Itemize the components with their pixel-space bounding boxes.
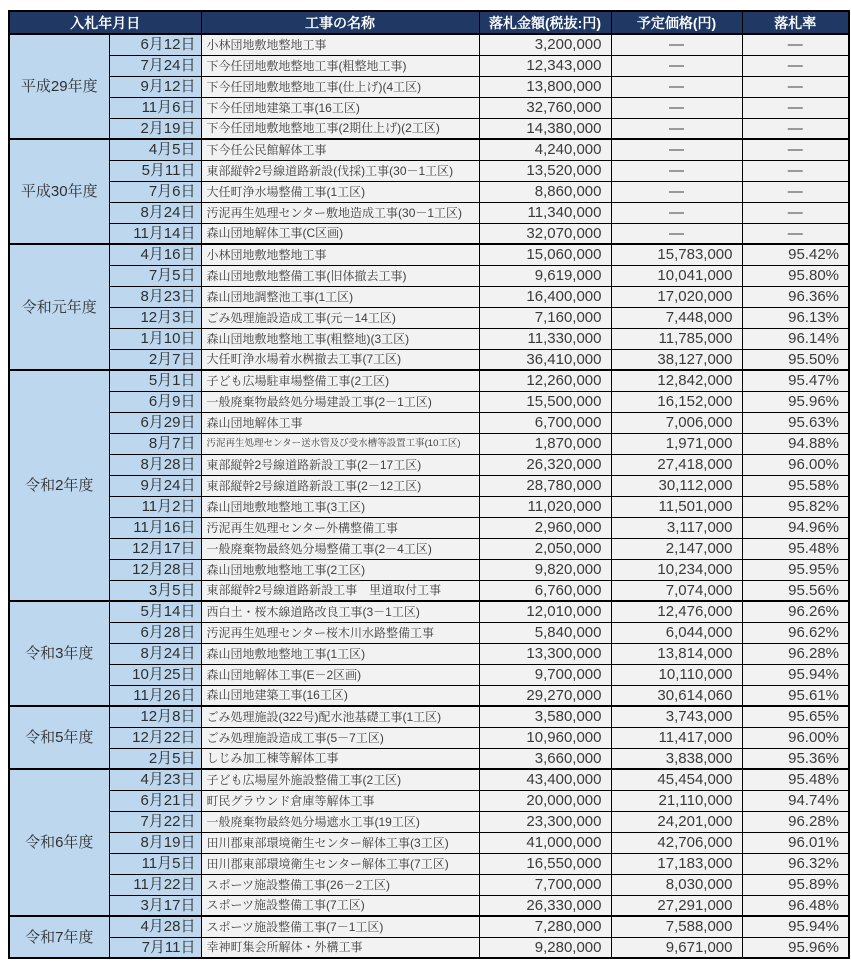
bid-amount-cell: 12,010,000 (479, 601, 611, 622)
planned-price-cell: 6,044,000 (611, 622, 742, 643)
bid-date-cell: 5月14日 (109, 601, 201, 622)
table-row (9, 622, 849, 643)
project-name-cell: 汚泥再生処理センター桜木川水路整備工事 (201, 622, 479, 643)
bid-date-cell: 12月28日 (109, 559, 201, 580)
table-row (9, 580, 849, 601)
planned-price-cell: 11,501,000 (611, 496, 742, 517)
bid-amount-cell: 32,760,000 (479, 97, 611, 118)
planned-price-cell: 30,112,000 (611, 475, 742, 496)
award-rate-cell: 95.50% (742, 349, 849, 370)
project-name-cell: 森山団地調整池工事(1工区) (201, 286, 479, 307)
bid-date-cell: 3月17日 (109, 895, 201, 916)
table-row (9, 706, 849, 727)
award-rate-cell: 95.65% (742, 706, 849, 727)
planned-price-cell: 13,814,000 (611, 643, 742, 664)
table-row (9, 895, 849, 916)
bid-date-cell: 7月11日 (109, 937, 201, 958)
bid-amount-cell: 2,960,000 (479, 517, 611, 538)
planned-price-cell: 10,041,000 (611, 265, 742, 286)
planned-price-cell: 10,234,000 (611, 559, 742, 580)
fiscal-year-cell: 令和6年度 (9, 769, 109, 916)
bid-amount-cell: 7,160,000 (479, 307, 611, 328)
table-row (9, 160, 849, 181)
planned-price-cell: 21,110,000 (611, 790, 742, 811)
planned-price-cell: — (611, 76, 742, 97)
planned-price-cell: 9,671,000 (611, 937, 742, 958)
planned-price-cell: 27,418,000 (611, 454, 742, 475)
bid-date-cell: 8月23日 (109, 286, 201, 307)
project-name-cell: 森山団地敷地整地工事(1工区) (201, 643, 479, 664)
table-row (9, 727, 849, 748)
award-rate-cell: 96.62% (742, 622, 849, 643)
bid-amount-cell: 8,860,000 (479, 181, 611, 202)
award-rate-cell: 95.61% (742, 685, 849, 706)
award-rate-cell: 95.58% (742, 475, 849, 496)
table-row (9, 475, 849, 496)
bid-date-cell: 4月16日 (109, 244, 201, 265)
award-rate-cell: 96.01% (742, 832, 849, 853)
award-rate-cell: 96.28% (742, 811, 849, 832)
table-row (9, 34, 849, 55)
bid-date-cell: 7月5日 (109, 265, 201, 286)
award-rate-cell: 96.26% (742, 601, 849, 622)
bid-amount-cell: 13,800,000 (479, 76, 611, 97)
award-rate-cell: 96.00% (742, 454, 849, 475)
table-row (9, 790, 849, 811)
bid-amount-cell: 36,410,000 (479, 349, 611, 370)
bid-amount-cell: 29,270,000 (479, 685, 611, 706)
table-row (9, 97, 849, 118)
table-row (9, 286, 849, 307)
planned-price-cell: 12,842,000 (611, 370, 742, 391)
project-name-cell: 幸神町集会所解体・外構工事 (201, 937, 479, 958)
award-rate-cell: 96.00% (742, 727, 849, 748)
table-row (9, 643, 849, 664)
bid-date-cell: 8月24日 (109, 202, 201, 223)
table-row (9, 832, 849, 853)
award-rate-cell: — (742, 202, 849, 223)
fiscal-year-cell: 平成29年度 (9, 34, 109, 139)
bid-amount-cell: 13,520,000 (479, 160, 611, 181)
planned-price-cell: 3,743,000 (611, 706, 742, 727)
planned-price-cell: 7,074,000 (611, 580, 742, 601)
bid-date-cell: 5月1日 (109, 370, 201, 391)
bid-date-cell: 10月25日 (109, 664, 201, 685)
table-row (9, 265, 849, 286)
project-name-cell: 下今任団地敷地整地工事(仕上げ)(4工区) (201, 76, 479, 97)
project-name-cell: しじみ加工棟等解体工事 (201, 748, 479, 769)
bid-amount-cell: 16,550,000 (479, 853, 611, 874)
bid-amount-cell: 7,700,000 (479, 874, 611, 895)
project-name-cell: 汚泥再生処理センター送水管及び受水槽等設置工事(10工区) (201, 433, 479, 454)
fiscal-year-cell: 令和元年度 (9, 244, 109, 370)
award-rate-cell: 95.56% (742, 580, 849, 601)
bid-date-cell: 6月21日 (109, 790, 201, 811)
planned-price-cell: — (611, 97, 742, 118)
project-name-cell: 東部縦幹2号線道路新設(伐採)工事(30－1工区) (201, 160, 479, 181)
table-row (9, 181, 849, 202)
award-rate-cell: — (742, 97, 849, 118)
planned-price-cell: 7,006,000 (611, 412, 742, 433)
fiscal-year-cell: 平成30年度 (9, 139, 109, 244)
bid-amount-cell: 5,840,000 (479, 622, 611, 643)
project-name-cell: 一般廃棄物最終処分場建設工事(2－1工区) (201, 391, 479, 412)
bid-date-cell: 11月22日 (109, 874, 201, 895)
bid-amount-cell: 9,700,000 (479, 664, 611, 685)
table-row (9, 538, 849, 559)
award-rate-cell: — (742, 55, 849, 76)
project-name-cell: 森山団地解体工事(C区画) (201, 223, 479, 244)
project-name-cell: 田川郡東部環境衛生センター解体工事(7工区) (201, 853, 479, 874)
planned-price-cell: 27,291,000 (611, 895, 742, 916)
table-row (9, 55, 849, 76)
award-rate-cell: — (742, 160, 849, 181)
bid-date-cell: 11月6日 (109, 97, 201, 118)
award-rate-cell: 95.82% (742, 496, 849, 517)
bid-amount-cell: 3,660,000 (479, 748, 611, 769)
planned-price-cell: 12,476,000 (611, 601, 742, 622)
table-row (9, 769, 849, 790)
bid-amount-cell: 3,580,000 (479, 706, 611, 727)
bid-date-cell: 11月14日 (109, 223, 201, 244)
planned-price-cell: 42,706,000 (611, 832, 742, 853)
fiscal-year-cell: 令和5年度 (9, 706, 109, 769)
fiscal-year-cell: 令和2年度 (9, 370, 109, 601)
bid-amount-cell: 11,340,000 (479, 202, 611, 223)
planned-price-cell: — (611, 139, 742, 160)
planned-price-cell: — (611, 118, 742, 139)
table-row (9, 349, 849, 370)
award-rate-cell: 95.96% (742, 937, 849, 958)
header-award-rate: 落札率 (742, 11, 849, 34)
bid-date-cell: 12月3日 (109, 307, 201, 328)
bid-date-cell: 2月19日 (109, 118, 201, 139)
project-name-cell: 大任町浄水場着水桝撤去工事(7工区) (201, 349, 479, 370)
bid-date-cell: 11月16日 (109, 517, 201, 538)
planned-price-cell: 7,448,000 (611, 307, 742, 328)
planned-price-cell: — (611, 181, 742, 202)
planned-price-cell: — (611, 160, 742, 181)
table-row (9, 223, 849, 244)
project-name-cell: 一般廃棄物最終処分場遮水工事(19工区) (201, 811, 479, 832)
award-rate-cell: — (742, 139, 849, 160)
planned-price-cell: — (611, 202, 742, 223)
bid-amount-cell: 15,500,000 (479, 391, 611, 412)
project-name-cell: 森山団地建築工事(16工区) (201, 685, 479, 706)
bid-date-cell: 12月17日 (109, 538, 201, 559)
bid-date-cell: 1月10日 (109, 328, 201, 349)
bid-amount-cell: 11,020,000 (479, 496, 611, 517)
table-row (9, 664, 849, 685)
award-rate-cell: — (742, 34, 849, 55)
bid-date-cell: 7月6日 (109, 181, 201, 202)
bid-date-cell: 2月7日 (109, 349, 201, 370)
planned-price-cell: 15,783,000 (611, 244, 742, 265)
bid-amount-cell: 10,960,000 (479, 727, 611, 748)
table-row (9, 391, 849, 412)
award-rate-cell: 95.89% (742, 874, 849, 895)
table-row (9, 853, 849, 874)
planned-price-cell: 45,454,000 (611, 769, 742, 790)
bid-date-cell: 6月9日 (109, 391, 201, 412)
planned-price-cell: 7,588,000 (611, 916, 742, 937)
bid-date-cell: 8月24日 (109, 643, 201, 664)
project-name-cell: 田川郡東部環境衛生センター解体工事(3工区) (201, 832, 479, 853)
award-rate-cell: 95.48% (742, 538, 849, 559)
bid-amount-cell: 13,300,000 (479, 643, 611, 664)
bid-date-cell: 11月2日 (109, 496, 201, 517)
table-row (9, 139, 849, 160)
project-name-cell: スポーツ施設整備工事(7工区) (201, 895, 479, 916)
table-row (9, 307, 849, 328)
table-row (9, 454, 849, 475)
bid-amount-cell: 20,000,000 (479, 790, 611, 811)
award-rate-cell: 96.36% (742, 286, 849, 307)
award-rate-cell: 96.48% (742, 895, 849, 916)
award-rate-cell: 95.95% (742, 559, 849, 580)
table-row (9, 118, 849, 139)
award-rate-cell: — (742, 76, 849, 97)
project-name-cell: 下今任団地敷地整地工事(粗整地工事) (201, 55, 479, 76)
header-bid-amount: 落札金額(税抜:円) (479, 11, 611, 34)
bid-date-cell: 7月24日 (109, 55, 201, 76)
table-row (9, 874, 849, 895)
bid-amount-cell: 41,000,000 (479, 832, 611, 853)
bid-date-cell: 3月5日 (109, 580, 201, 601)
planned-price-cell: 24,201,000 (611, 811, 742, 832)
bid-amount-cell: 4,240,000 (479, 139, 611, 160)
bid-date-cell: 6月29日 (109, 412, 201, 433)
bid-date-cell: 12月22日 (109, 727, 201, 748)
bid-amount-cell: 14,380,000 (479, 118, 611, 139)
bid-amount-cell: 1,870,000 (479, 433, 611, 454)
bid-date-cell: 9月24日 (109, 475, 201, 496)
planned-price-cell: 17,020,000 (611, 286, 742, 307)
planned-price-cell: 11,417,000 (611, 727, 742, 748)
project-name-cell: スポーツ施設整備工事(26－2工区) (201, 874, 479, 895)
award-rate-cell: 95.42% (742, 244, 849, 265)
bid-date-cell: 8月19日 (109, 832, 201, 853)
award-rate-cell: 96.14% (742, 328, 849, 349)
project-name-cell: 小林団地敷地整地工事 (201, 244, 479, 265)
planned-price-cell: 17,183,000 (611, 853, 742, 874)
bid-date-cell: 7月22日 (109, 811, 201, 832)
project-name-cell: スポーツ施設整備工事(7－1工区) (201, 916, 479, 937)
award-rate-cell: 96.28% (742, 643, 849, 664)
table-row (9, 517, 849, 538)
table-header (9, 11, 849, 34)
bid-amount-cell: 6,760,000 (479, 580, 611, 601)
table-body (9, 34, 849, 958)
bid-date-cell: 6月28日 (109, 622, 201, 643)
project-name-cell: 子ども広場屋外施設整備工事(2工区) (201, 769, 479, 790)
bid-amount-cell: 26,330,000 (479, 895, 611, 916)
bid-amount-cell: 11,330,000 (479, 328, 611, 349)
table-row (9, 811, 849, 832)
project-name-cell: ごみ処理施設造成工事(元－14工区) (201, 307, 479, 328)
bid-date-cell: 8月28日 (109, 454, 201, 475)
project-name-cell: 森山団地解体工事 (201, 412, 479, 433)
bid-date-cell: 5月11日 (109, 160, 201, 181)
project-name-cell: 一般廃棄物最終処分場整備工事(2－4工区) (201, 538, 479, 559)
project-name-cell: 東部縦幹2号線道路新設工事 里道取付工事 (201, 580, 479, 601)
bid-amount-cell: 9,619,000 (479, 265, 611, 286)
project-name-cell: 西白土・桜木線道路改良工事(3－1工区) (201, 601, 479, 622)
table-row (9, 685, 849, 706)
award-rate-cell: — (742, 223, 849, 244)
header-planned-price: 予定価格(円) (611, 11, 742, 34)
award-rate-cell: 95.94% (742, 664, 849, 685)
planned-price-cell: 2,147,000 (611, 538, 742, 559)
bid-amount-cell: 2,050,000 (479, 538, 611, 559)
header-project-name: 工事の名称 (201, 11, 479, 34)
table-row (9, 937, 849, 958)
project-name-cell: 下今任公民館解体工事 (201, 139, 479, 160)
award-rate-cell: 96.13% (742, 307, 849, 328)
planned-price-cell: 38,127,000 (611, 349, 742, 370)
bid-amount-cell: 15,060,000 (479, 244, 611, 265)
planned-price-cell: 8,030,000 (611, 874, 742, 895)
project-name-cell: 森山団地解体工事(E－2区画) (201, 664, 479, 685)
fiscal-year-cell: 令和3年度 (9, 601, 109, 706)
project-name-cell: 子ども広場駐車場整備工事(2工区) (201, 370, 479, 391)
table-row (9, 559, 849, 580)
planned-price-cell: 10,110,000 (611, 664, 742, 685)
award-rate-cell: 95.47% (742, 370, 849, 391)
project-name-cell: 東部縦幹2号線道路新設工事(2－12工区) (201, 475, 479, 496)
planned-price-cell: 30,614,060 (611, 685, 742, 706)
planned-price-cell: — (611, 55, 742, 76)
project-name-cell: 森山団地敷地整地工事(3工区) (201, 496, 479, 517)
project-name-cell: 下今任団地敷地整地工事(2期仕上げ)(2工区) (201, 118, 479, 139)
planned-price-cell: — (611, 34, 742, 55)
bid-date-cell: 4月28日 (109, 916, 201, 937)
project-name-cell: 下今任団地建築工事(16工区) (201, 97, 479, 118)
bid-date-cell: 11月26日 (109, 685, 201, 706)
bid-date-cell: 4月5日 (109, 139, 201, 160)
award-rate-cell: 95.96% (742, 391, 849, 412)
project-name-cell: 汚泥再生処理センター敷地造成工事(30－1工区) (201, 202, 479, 223)
bid-date-cell: 12月8日 (109, 706, 201, 727)
award-rate-cell: — (742, 118, 849, 139)
award-rate-cell: 94.96% (742, 517, 849, 538)
table-row (9, 748, 849, 769)
award-rate-cell: 94.88% (742, 433, 849, 454)
bid-date-cell: 9月12日 (109, 76, 201, 97)
fiscal-year-cell: 令和7年度 (9, 916, 109, 958)
bid-amount-cell: 6,700,000 (479, 412, 611, 433)
planned-price-cell: 1,971,000 (611, 433, 742, 454)
project-name-cell: ごみ処理施設(322号)配水池基礎工事(1工区) (201, 706, 479, 727)
bid-amount-cell: 32,070,000 (479, 223, 611, 244)
project-name-cell: ごみ処理施設造成工事(5－7工区) (201, 727, 479, 748)
header-row (9, 11, 849, 34)
bid-amount-cell: 12,343,000 (479, 55, 611, 76)
award-rate-cell: 95.94% (742, 916, 849, 937)
project-name-cell: 森山団地敷地整地工事(粗整地)(3工区) (201, 328, 479, 349)
table-row (9, 328, 849, 349)
planned-price-cell: 3,117,000 (611, 517, 742, 538)
bid-amount-cell: 3,200,000 (479, 34, 611, 55)
project-name-cell: 森山団地敷地整地工事(2工区) (201, 559, 479, 580)
table-row (9, 601, 849, 622)
planned-price-cell: — (611, 223, 742, 244)
table-row (9, 76, 849, 97)
bid-amount-cell: 16,400,000 (479, 286, 611, 307)
table-row (9, 433, 849, 454)
bid-date-cell: 4月23日 (109, 769, 201, 790)
bid-amount-cell: 7,280,000 (479, 916, 611, 937)
award-rate-cell: 95.48% (742, 769, 849, 790)
bid-date-cell: 6月12日 (109, 34, 201, 55)
project-name-cell: 小林団地敷地整地工事 (201, 34, 479, 55)
table-row (9, 370, 849, 391)
bid-amount-cell: 26,320,000 (479, 454, 611, 475)
planned-price-cell: 16,152,000 (611, 391, 742, 412)
table-row (9, 244, 849, 265)
table-row (9, 496, 849, 517)
project-name-cell: 大任町浄水場整備工事(1工区) (201, 181, 479, 202)
award-rate-cell: — (742, 181, 849, 202)
bid-date-cell: 2月5日 (109, 748, 201, 769)
planned-price-cell: 11,785,000 (611, 328, 742, 349)
planned-price-cell: 3,838,000 (611, 748, 742, 769)
bid-amount-cell: 43,400,000 (479, 769, 611, 790)
bid-amount-cell: 28,780,000 (479, 475, 611, 496)
bid-amount-cell: 23,300,000 (479, 811, 611, 832)
project-name-cell: 町民グラウンド倉庫等解体工事 (201, 790, 479, 811)
table-row (9, 412, 849, 433)
project-name-cell: 東部縦幹2号線道路新設工事(2－17工区) (201, 454, 479, 475)
project-name-cell: 森山団地敷地整備工事(旧体撤去工事) (201, 265, 479, 286)
table-row (9, 202, 849, 223)
award-rate-cell: 95.36% (742, 748, 849, 769)
bid-date-cell: 8月7日 (109, 433, 201, 454)
bid-results-table (8, 10, 850, 959)
award-rate-cell: 95.63% (742, 412, 849, 433)
award-rate-cell: 95.80% (742, 265, 849, 286)
award-rate-cell: 96.32% (742, 853, 849, 874)
award-rate-cell: 94.74% (742, 790, 849, 811)
bid-amount-cell: 9,820,000 (479, 559, 611, 580)
bid-amount-cell: 12,260,000 (479, 370, 611, 391)
table-row (9, 916, 849, 937)
bid-amount-cell: 9,280,000 (479, 937, 611, 958)
bid-date-cell: 11月5日 (109, 853, 201, 874)
project-name-cell: 汚泥再生処理センター外構整備工事 (201, 517, 479, 538)
header-bid-date: 入札年月日 (9, 11, 201, 34)
